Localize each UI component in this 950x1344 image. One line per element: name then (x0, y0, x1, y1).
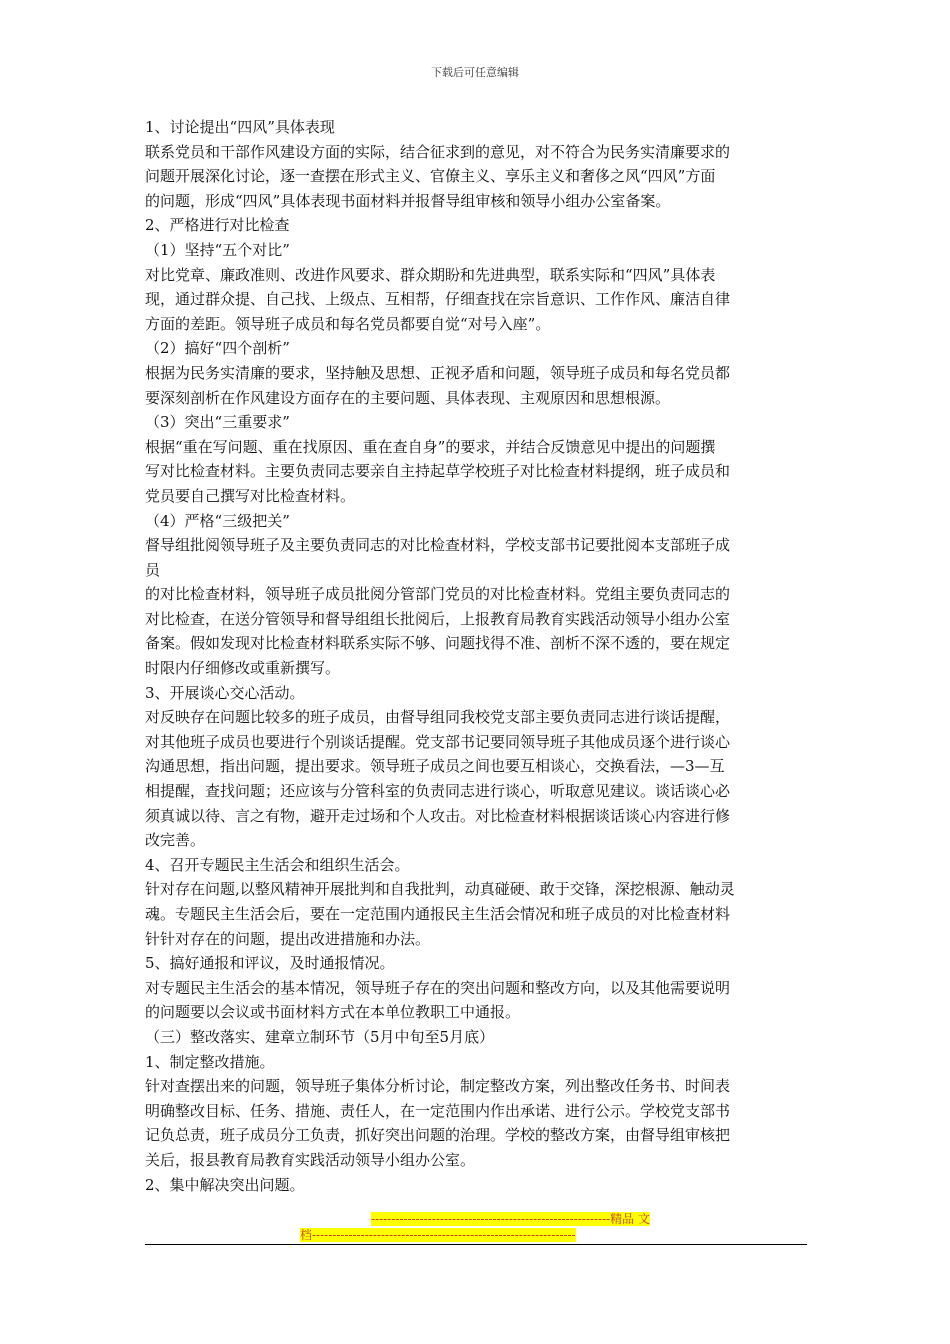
text-line: 问题开展深化讨论，逐一查摆在形式主义、官僚主义、享乐主义和奢侈之风“四风”方面 (145, 167, 716, 186)
text-line: 明确整改目标、任务、措施、责任人，在一定范围内作出承诺、进行公示。学校党支部书 (145, 1101, 731, 1120)
text-line: 写对比检查材料。主要负责同志要亲自主持起草学校班子对比检查材料提纲，班子成员和 (145, 462, 731, 481)
text-line: 记负总责，班子成员分工负责，抓好突出问题的治理。学校的整改方案，由督导组审核把 (145, 1126, 731, 1145)
text-line: （2）搞好“四个剖析” (145, 339, 290, 358)
text-line: 方面的差距。领导班子成员和每名党员都要自觉“对号入座”。 (145, 314, 551, 333)
text-line: 2、严格进行对比检查 (145, 216, 290, 235)
text-line: 的问题，形成“四风”具体表现书面材料并报督导组审核和领导小组办公室备案。 (145, 191, 671, 210)
text-line: 须真诚以待、言之有物，避开走过场和个人攻击。对比检查材料根据谈话谈心内容进行修 (145, 806, 731, 825)
text-line: 的问题要以会议或书面材料方式在本单位教职工中通报。 (145, 1003, 521, 1022)
text-line: （3）突出“三重要求” (145, 413, 290, 432)
text-line: 1、讨论提出“四风”具体表现 (145, 118, 335, 136)
text-line: 备案。假如发现对比检查材料联系实际不够、问题找得不准、剖析不深不透的，要在规定 (145, 634, 731, 653)
text-line: 2、集中解决突出问题。 (145, 1175, 305, 1194)
text-line: 要深刻剖析在作风建设方面存在的主要问题、具体表现、主观原因和思想根源。 (145, 388, 671, 407)
text-line: 关后，报县教育局教育实践活动领导小组办公室。 (145, 1150, 476, 1169)
footer-watermark-text-2: 档----------------------------------------------------------------- (300, 1228, 576, 1242)
text-line: 的对比检查材料，领导班子成员批阅分管部门党员的对比检查材料。党组主要负责同志的 (145, 585, 731, 604)
text-line: 联系党员和干部作风建设方面的实际，结合征求到的意见，对不符合为民务实清廉要求的 (145, 142, 731, 161)
footer-rule (145, 1244, 807, 1245)
text-line: 对其他班子成员也要进行个别谈话提醒。党支部书记要同领导班子其他成员逐个进行谈心 (145, 732, 731, 751)
text-line: 针针对存在的问题，提出改进措施和办法。 (145, 929, 431, 948)
text-line: （4）严格“三级把关” (145, 511, 290, 530)
text-line: 1、制定整改措施。 (145, 1052, 275, 1071)
footer-watermark-line-1 (300, 1212, 650, 1226)
text-line: 根据为民务实清廉的要求，坚持触及思想、正视矛盾和问题，领导班子成员和每名党员都 (145, 363, 731, 382)
page-header: 下载后可任意编辑 (431, 66, 519, 79)
footer-watermark-text-1: -----------------------------------------------------------精品 文 (370, 1212, 650, 1226)
text-line: 3、开展谈心交心活动。 (145, 683, 305, 702)
text-line: 对比党章、廉政准则、改进作风要求、群众期盼和先进典型，联系实际和“四风”具体表 (145, 265, 716, 284)
text-line: 5、搞好通报和评议，及时通报情况。 (145, 954, 395, 973)
text-line: 4、召开专题民主生活会和组织生活会。 (145, 855, 410, 874)
text-line: 根据“重在写问题、重在找原因、重在查自身”的要求，并结合反馈意见中提出的问题撰 (145, 437, 716, 456)
text-line: 党员要自己撰写对比检查材料。 (145, 486, 356, 505)
document-body (145, 115, 807, 1197)
text-line: 对反映存在问题比较多的班子成员，由督导组同我校党支部主要负责同志进行谈话提醒， (145, 708, 731, 727)
text-line: （1）坚持“五个对比” (145, 240, 290, 259)
text-line: 对专题民主生活会的基本情况，领导班子存在的突出问题和整改方向，以及其他需要说明 (145, 978, 731, 997)
text-line: 针对查摆出来的问题，领导班子集体分析讨论，制定整改方案，列出整改任务书、时间表 (145, 1077, 731, 1096)
text-line: 时限内仔细修改或重新撰写。 (145, 659, 341, 678)
text-line: （三）整改落实、建章立制环节（5月中旬至5月底） (145, 1027, 495, 1046)
text-line: 对比检查，在送分管领导和督导组组长批阅后，上报教育局教育实践活动领导小组办公室 (145, 609, 731, 628)
text-line: 改完善。 (145, 831, 206, 850)
text-line: 针对存在问题,以整风精神开展批判和自我批判，动真碰硬、敢于交锋，深挖根源、触动灵 (145, 880, 735, 899)
text-line: 督导组批阅领导班子及主要负责同志的对比检查材料，学校支部书记要批阅本支部班子成 (145, 536, 731, 555)
text-line: 沟通思想，指出问题，提出要求。领导班子成员之间也要互相谈心，交换看法，—3—互 (145, 757, 725, 776)
text-line: 现，通过群众提、自己找、上级点、互相帮，仔细查找在宗旨意识、工作作风、廉洁自律 (145, 290, 731, 309)
text-line: 魂。专题民主生活会后，要在一定范围内通报民主生活会情况和班子成员的对比检查材料 (145, 905, 731, 923)
text-line: 员 (145, 560, 161, 579)
text-line: 相提醒，查找问题；还应该与分管科室的负责同志进行谈心，听取意见建议。谈话谈心必 (145, 782, 731, 801)
footer-watermark-line-2 (300, 1228, 650, 1242)
